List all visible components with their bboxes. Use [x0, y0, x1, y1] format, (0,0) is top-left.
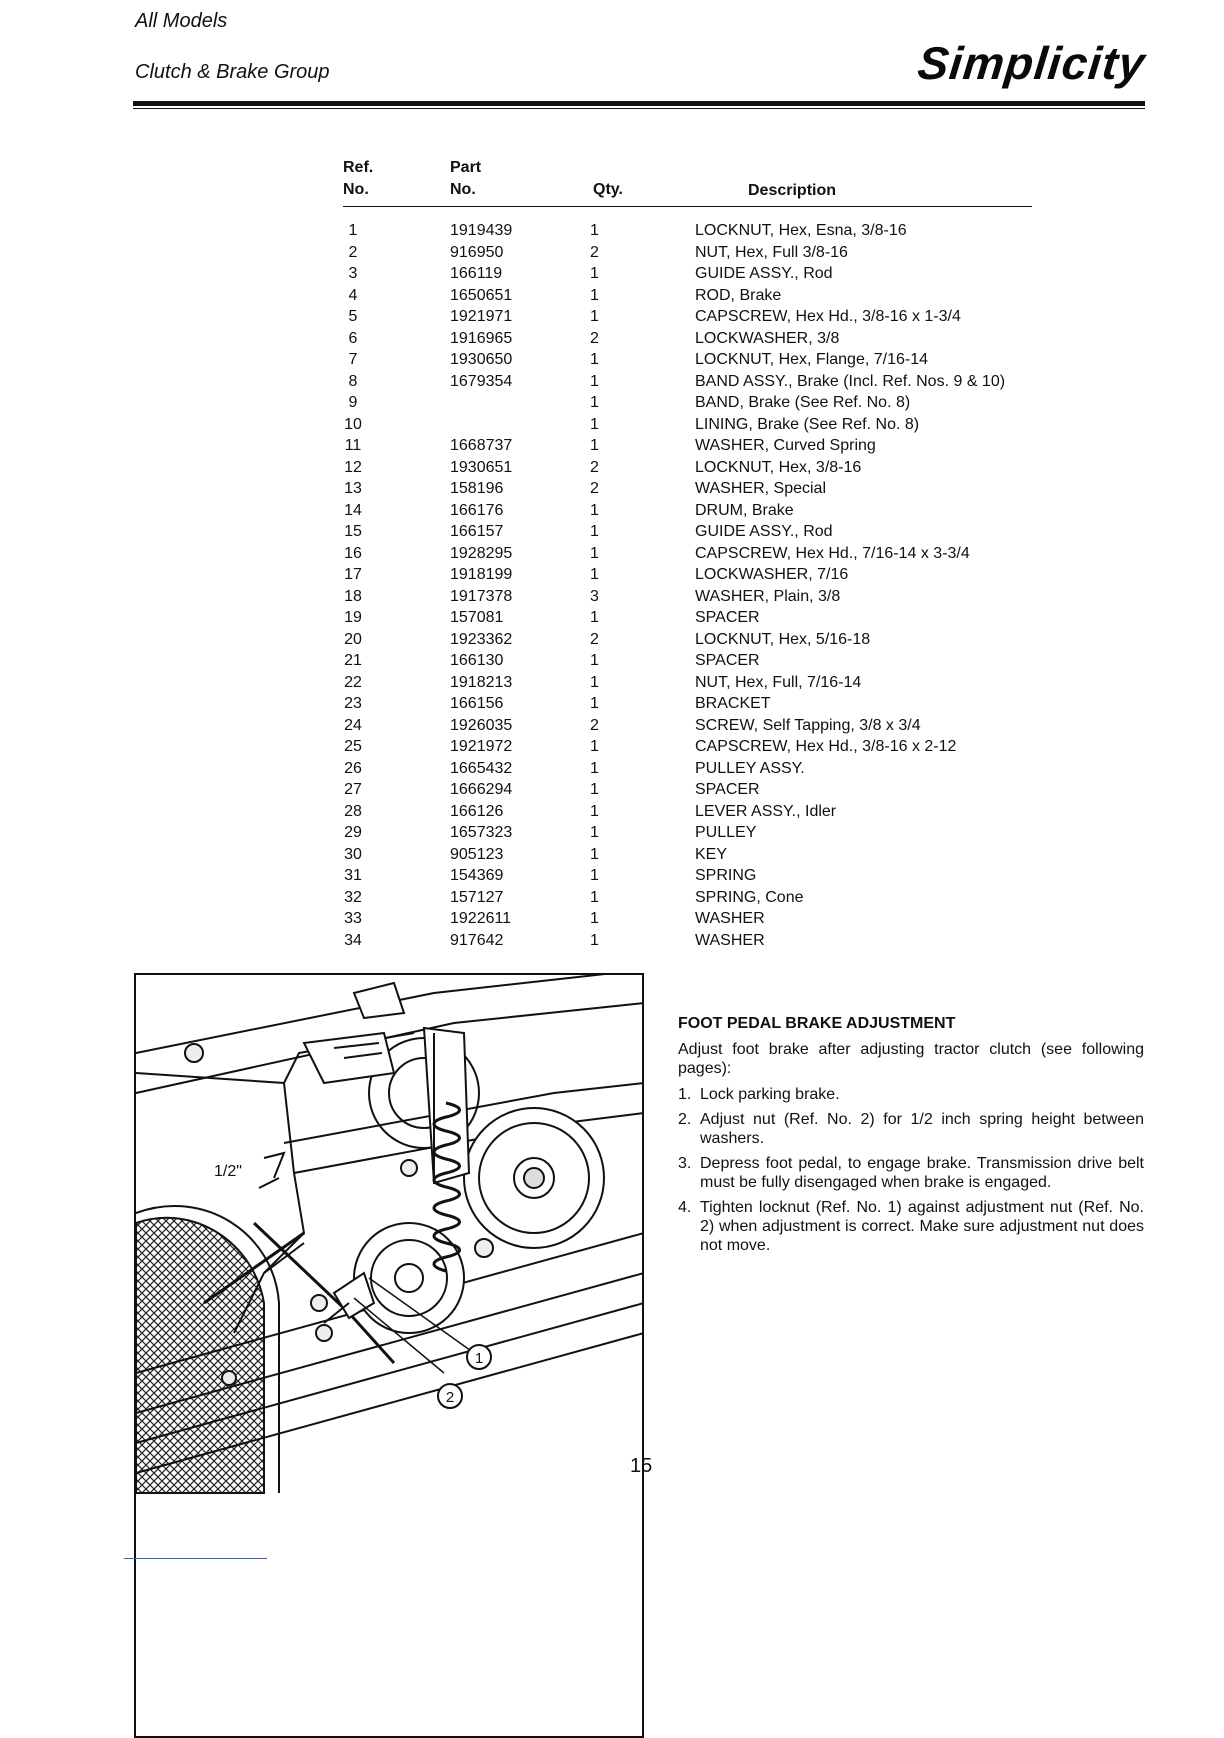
quantity-cell: 2: [590, 630, 599, 648]
part-number-cell: 166126: [450, 802, 504, 820]
ref-cell: 21: [344, 652, 362, 669]
quantity-cell: 1: [590, 759, 599, 777]
part-number-cell: 1923362: [450, 630, 513, 648]
table-row: [343, 844, 1035, 866]
part-number-cell: 158196: [450, 480, 504, 497]
description-cell: LOCKNUT, Hex, Flange, 7/16-14: [695, 351, 928, 368]
description-cell: SCREW, Self Tapping, 3/8 x 3/4: [695, 716, 921, 734]
description-cell: DRUM, Brake: [695, 501, 794, 519]
description-cell: GUIDE ASSY., Rod: [695, 523, 833, 540]
callout-1-label: 1: [474, 1350, 484, 1367]
quantity-cell: 2: [590, 458, 599, 476]
part-number-cell: 1930651: [450, 458, 513, 476]
table-row: [343, 650, 1035, 672]
description-cell: BAND, Brake (See Ref. No. 8): [695, 394, 911, 411]
quantity-cell: 1: [590, 802, 599, 820]
quantity-cell: 1: [590, 566, 599, 583]
part-number-cell: 1921971: [450, 308, 513, 325]
dimension-label: 1/2": [214, 1163, 242, 1180]
step-number: 2.: [678, 1111, 692, 1128]
section-title: Clutch & Brake Group: [135, 61, 330, 83]
adjustment-step: [678, 1198, 1144, 1255]
table-row: [343, 306, 1035, 328]
part-number-cell: 1650651: [450, 286, 513, 304]
part-number-cell: 1657323: [450, 824, 513, 841]
part-number-cell: 157081: [450, 609, 504, 626]
parts-table: [343, 220, 1035, 951]
callout-2-label: 2: [445, 1389, 455, 1406]
part-number-cell: 166130: [450, 652, 504, 669]
quantity-cell: 1: [590, 351, 599, 368]
quantity-cell: 1: [590, 931, 599, 949]
table-row: [343, 435, 1035, 457]
ref-cell: 18: [344, 587, 362, 605]
part-number-cell: 1930650: [450, 351, 513, 368]
table-row: [343, 736, 1035, 758]
table-row: [343, 715, 1035, 737]
quantity-cell: 1: [590, 222, 599, 239]
table-row: [343, 328, 1035, 350]
description-cell: BAND ASSY., Brake (Incl. Ref. Nos. 9 & 10): [695, 372, 1006, 390]
part-number-cell: 917642: [450, 931, 504, 949]
ref-cell: 14: [344, 501, 362, 519]
description-cell: WASHER, Special: [695, 480, 826, 497]
ref-cell: 1: [348, 222, 358, 239]
ref-cell: 33: [344, 910, 362, 927]
step-number: 1.: [678, 1086, 692, 1103]
table-row: [343, 779, 1035, 801]
description-cell: BRACKET: [695, 695, 771, 712]
ref-cell: 26: [344, 759, 362, 777]
description-cell: WASHER: [695, 931, 765, 949]
part-number-cell: 1916965: [450, 329, 513, 347]
ref-cell: 9: [348, 394, 358, 411]
quantity-cell: 2: [590, 716, 599, 734]
ref-cell: 31: [344, 867, 362, 884]
quantity-cell: 1: [590, 824, 599, 841]
part-number-cell: 157127: [450, 888, 504, 906]
description-cell: ROD, Brake: [695, 286, 782, 304]
ref-cell: 12: [344, 458, 362, 476]
quantity-cell: 1: [590, 695, 599, 712]
quantity-cell: 2: [590, 329, 599, 347]
header-ref-line2: No.: [343, 181, 369, 198]
ref-cell: 19: [344, 609, 362, 626]
description-cell: NUT, Hex, Full, 7/16-14: [695, 673, 862, 691]
part-number-cell: 1679354: [450, 372, 513, 390]
ref-cell: 25: [344, 738, 362, 755]
ref-cell: 8: [348, 372, 358, 390]
part-number-cell: 1926035: [450, 716, 513, 734]
adjustment-step: [678, 1110, 1144, 1148]
step-text: Tighten locknut (Ref. No. 1) against adjustment nut (Ref. No. 2) when adjustment is correct. Make sure adjustment nut does not move.: [700, 1199, 1144, 1254]
models-label: All Models: [135, 10, 228, 32]
description-cell: LOCKWASHER, 7/16: [695, 566, 849, 583]
ref-cell: 11: [344, 437, 362, 454]
description-cell: WASHER, Plain, 3/8: [695, 587, 841, 605]
part-number-cell: 166119: [450, 265, 503, 282]
step-text: Lock parking brake.: [700, 1086, 840, 1103]
table-row: [343, 392, 1035, 414]
description-cell: CAPSCREW, Hex Hd., 3/8-16 x 2-12: [695, 738, 957, 755]
quantity-cell: 1: [590, 437, 599, 454]
ref-cell: 17: [344, 566, 362, 583]
ref-cell: 10: [344, 415, 362, 433]
table-row: [343, 629, 1035, 651]
table-row: [343, 930, 1035, 952]
quantity-cell: 2: [590, 243, 599, 261]
part-number-cell: 1919439: [450, 222, 513, 239]
table-row: [343, 908, 1035, 930]
description-cell: KEY: [695, 845, 728, 863]
quantity-cell: 1: [590, 652, 599, 669]
adjustment-step: [678, 1085, 1144, 1104]
ref-cell: 2: [348, 243, 358, 261]
ref-cell: 28: [344, 802, 362, 820]
quantity-cell: 1: [590, 415, 599, 433]
quantity-cell: 1: [590, 523, 599, 540]
description-cell: CAPSCREW, Hex Hd., 7/16-14 x 3-3/4: [695, 544, 970, 562]
ref-cell: 7: [348, 351, 358, 368]
table-row: [343, 822, 1035, 844]
table-row: [343, 521, 1035, 543]
table-row: [343, 887, 1035, 909]
quantity-cell: 1: [590, 372, 599, 390]
part-number-cell: 166157: [450, 523, 504, 540]
description-cell: SPACER: [695, 609, 760, 626]
table-row: [343, 263, 1035, 285]
quantity-cell: 1: [590, 544, 599, 562]
quantity-cell: 1: [590, 867, 599, 884]
ref-cell: 15: [344, 523, 362, 540]
table-row: [343, 672, 1035, 694]
ref-cell: 23: [344, 695, 362, 712]
adjustment-title: FOOT PEDAL BRAKE ADJUSTMENT: [678, 1015, 956, 1032]
table-row: [343, 865, 1035, 887]
description-cell: LOCKNUT, Hex, Esna, 3/8-16: [695, 222, 907, 239]
part-number-cell: 166176: [450, 501, 504, 519]
ref-cell: 32: [344, 888, 362, 906]
header-ref-line1: Ref.: [343, 159, 374, 176]
table-row: [343, 349, 1035, 371]
ref-cell: 34: [344, 931, 362, 949]
adjustment-steps: [678, 1085, 1144, 1261]
description-cell: LEVER ASSY., Idler: [695, 802, 837, 820]
quantity-cell: 1: [590, 910, 599, 927]
header-part-line1: Part: [450, 159, 482, 176]
table-row: [343, 801, 1035, 823]
ref-cell: 24: [344, 716, 362, 734]
part-number-cell: 1668737: [450, 437, 513, 454]
quantity-cell: 1: [590, 673, 599, 691]
ref-cell: 29: [344, 824, 362, 841]
description-cell: LOCKNUT, Hex, 3/8-16: [695, 458, 862, 476]
description-cell: PULLEY ASSY.: [695, 759, 805, 777]
description-cell: SPRING, Cone: [695, 888, 804, 906]
description-cell: SPACER: [695, 652, 760, 669]
part-number-cell: 154369: [450, 867, 504, 884]
step-text: Adjust nut (Ref. No. 2) for 1/2 inch spring height between washers.: [700, 1111, 1144, 1147]
part-number-cell: 1921972: [450, 738, 513, 755]
part-number-cell: 1922611: [450, 910, 512, 927]
ref-cell: 30: [344, 845, 362, 863]
header-rule: [133, 101, 1145, 106]
quantity-cell: 1: [590, 609, 599, 626]
parts-table-body: [343, 220, 1035, 951]
part-number-cell: 1918213: [450, 673, 513, 691]
part-number-cell: 166156: [450, 695, 504, 712]
description-cell: PULLEY: [695, 824, 757, 841]
description-cell: LOCKNUT, Hex, 5/16-18: [695, 630, 871, 648]
table-row: [343, 371, 1035, 393]
description-cell: NUT, Hex, Full 3/8-16: [695, 243, 848, 261]
quantity-cell: 1: [590, 265, 599, 282]
ref-cell: 22: [344, 673, 362, 691]
step-number: 3.: [678, 1155, 692, 1172]
quantity-cell: 1: [590, 845, 599, 863]
description-cell: CAPSCREW, Hex Hd., 3/8-16 x 1-3/4: [695, 308, 961, 325]
quantity-cell: 1: [590, 781, 599, 798]
quantity-cell: 3: [590, 587, 599, 605]
table-row: [343, 478, 1035, 500]
table-row: [343, 693, 1035, 715]
step-number: 4.: [678, 1199, 692, 1216]
ref-cell: 5: [348, 308, 358, 325]
table-row: [343, 457, 1035, 479]
part-number-cell: 1918199: [450, 566, 513, 583]
description-cell: LOCKWASHER, 3/8: [695, 329, 840, 347]
quantity-cell: 1: [590, 501, 599, 519]
description-cell: WASHER, Curved Spring: [695, 437, 876, 454]
page-number: 15: [630, 1455, 653, 1477]
description-cell: SPACER: [695, 781, 760, 798]
part-number-cell: 1666294: [450, 781, 513, 798]
quantity-cell: 2: [590, 480, 599, 497]
adjustment-intro: Adjust foot brake after adjusting tractor clutch (see following pages):: [678, 1041, 1144, 1077]
quantity-cell: 1: [590, 738, 599, 755]
part-number-cell: 1665432: [450, 759, 513, 777]
table-header-rule: [343, 206, 1032, 207]
table-row: [343, 564, 1035, 586]
header-part-line2: No.: [450, 181, 476, 198]
link-underline: [124, 1558, 267, 1559]
description-cell: SPRING: [695, 867, 757, 884]
header-description: Description: [748, 182, 837, 199]
ref-cell: 3: [348, 265, 358, 282]
table-row: [343, 500, 1035, 522]
description-cell: LINING, Brake (See Ref. No. 8): [695, 415, 920, 433]
table-row: [343, 758, 1035, 780]
table-row: [343, 607, 1035, 629]
ref-cell: 6: [348, 329, 358, 347]
brand-logo: Simplicity: [915, 37, 1149, 89]
brake-adjustment-figure: [134, 973, 644, 1738]
quantity-cell: 1: [590, 888, 599, 906]
adjustment-step: [678, 1154, 1144, 1192]
quantity-cell: 1: [590, 308, 599, 325]
part-number-cell: 916950: [450, 243, 504, 261]
table-row: [343, 242, 1035, 264]
part-number-cell: 905123: [450, 845, 504, 863]
ref-cell: 20: [344, 630, 362, 648]
ref-cell: 13: [344, 480, 362, 497]
table-row: [343, 543, 1035, 565]
description-cell: WASHER: [695, 910, 765, 927]
header-qty: Qty.: [593, 181, 623, 198]
quantity-cell: 1: [590, 286, 599, 304]
ref-cell: 4: [348, 286, 358, 304]
description-cell: GUIDE ASSY., Rod: [695, 265, 833, 282]
quantity-cell: 1: [590, 394, 599, 411]
table-row: [343, 220, 1035, 242]
header-rule-thin: [133, 108, 1145, 109]
table-row: [343, 285, 1035, 307]
ref-cell: 16: [344, 544, 362, 562]
step-text: Depress foot pedal, to engage brake. Transmission drive belt must be fully disengaged when brake is engaged.: [700, 1155, 1144, 1191]
ref-cell: 27: [344, 781, 362, 798]
table-row: [343, 414, 1035, 436]
table-row: [343, 586, 1035, 608]
part-number-cell: 1917378: [450, 587, 513, 605]
part-number-cell: 1928295: [450, 544, 513, 562]
